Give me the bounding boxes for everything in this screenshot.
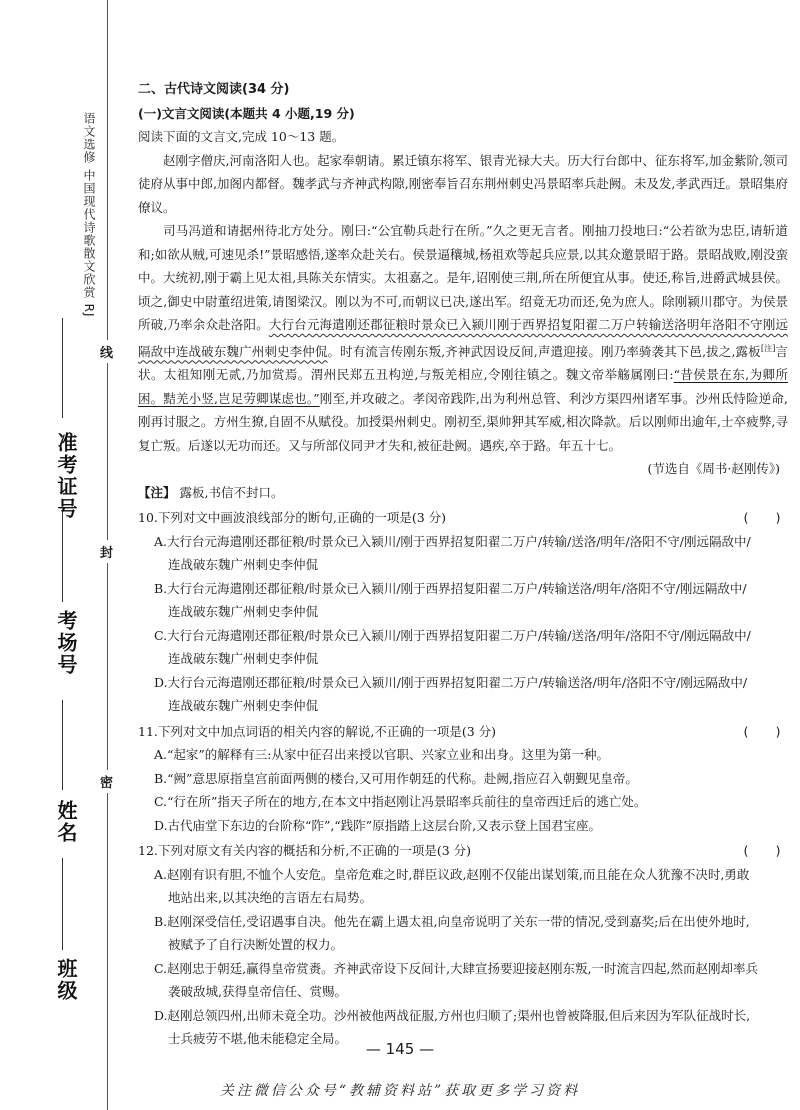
section-title: 二、古代诗文阅读(34 分)	[138, 82, 290, 97]
option-line: A.大行台元海遣刚还郡征粮/时景众已入颍川/刚于西界招复阳翟二万户/转输/送洛/明年/洛阳不守/刚远隔敌中/	[154, 533, 751, 549]
option-line: 连战破东魏广州刺史李仲侃	[168, 604, 319, 620]
book-title-vertical: 语文选修 中国现代诗歌散文欣赏 RJ	[82, 112, 96, 318]
passage-paragraph-1: 赵刚字僧庆,河南洛阳人也。起家奉朝请。累迁镇东将军、银青光禄大夫。历大行台郎中、征东将军,加金紫阶,领司徒府从事中郎,加阁内都督。魏孝武与齐神武构隙,刚密奉旨召东荆州刺史冯景昭率兵赴阙。未及发,孝武西迁。景昭集府僚议。	[138, 152, 788, 215]
option-a[interactable]	[138, 530, 788, 577]
option-line: D.赵刚总领四州,出师未竟全功。沙州被他两战征服,方州也归顺了;渠州也曾被降服,但后来因为军队征战时长,	[154, 1007, 751, 1023]
seal-mark-seal: 封	[100, 540, 113, 563]
option-d[interactable]	[138, 671, 788, 718]
question-stem: 11.下列对文中加点词语的相关内容的解说,不正确的一项是(3 分)	[138, 723, 497, 739]
wavy-underlined-text: 大行台元海遣刚还郡征粮时景众已入颍川刚于西界招复阳翟二万户转输送洛明年洛阳不守刚远隔敌中连战破东魏广州刺史李仲侃	[138, 317, 788, 359]
passage-text: 言状。太祖知刚无贰,乃加赏焉。渭州民郑五丑构逆,与叛羌相应,令刚往镇之。魏文帝举觞属刚曰:	[138, 343, 788, 383]
seal-mark-secret: 密	[100, 770, 113, 793]
field-label-class: 班级	[54, 958, 78, 1002]
option-line: 连战破东魏广州刺史李仲侃	[168, 651, 319, 667]
note-marker: [注]	[760, 343, 776, 353]
option-line: B.赵刚深受信任,受诏遇事自决。他先在霸上遇太祖,向皇帝说明了关东一带的情况,受到嘉奖;后在出使外地时,	[154, 913, 750, 929]
option-line: 地站出来,以其决绝的言语左右局势。	[168, 890, 372, 906]
option-b[interactable]	[138, 577, 788, 624]
subsection-title: (一)文言文阅读(本题共 4 小题,19 分)	[138, 105, 355, 121]
option-c[interactable]	[138, 790, 788, 814]
room-blank[interactable]	[62, 512, 63, 602]
field-label-exam-id: 准考证号	[54, 432, 78, 520]
question-11	[138, 720, 788, 838]
question-stem: 10.下列对文中画波浪线部分的断句,正确的一项是(3 分)	[138, 510, 447, 526]
note-text: 露板,书信不封口。	[179, 484, 284, 500]
option-line: A.赵刚有识有胆,不恤个人安危。皇帝危难之时,群臣议政,赵刚不仅能出谋划策,而且能在众人犹豫不决时,勇敢	[154, 866, 750, 882]
footer-promo-note: 关注微信公众号“教辅资料站”获取更多学习资料	[219, 1083, 581, 1099]
option-line: 连战破东魏广州刺史李仲侃	[168, 557, 319, 573]
option-line: B.大行台元海遣刚还郡征粮/时景众已入颍川/刚于西界招复阳翟二万户/转输送洛/明年/洛阳不守/刚远隔敌中/	[154, 580, 747, 596]
option-b[interactable]	[138, 767, 788, 791]
option-d[interactable]	[138, 814, 788, 838]
instruction: 阅读下面的文言文,完成 10～13 题。	[138, 129, 345, 144]
passage-text: 司马冯道和请据州待北方处分。刚曰:“公宜勒兵赴行在所。”久之更无言者。刚抽刀投地曰:“公若欲为忠臣,请斩道和;如欲从贼,可速见杀!”景昭感悟,遂率众赴关右。侯景逼穰城,杨祖欢等起兵应景,以其众邀景昭于路。景昭战败,刚没蛮中。大统初,刚于霸上见太祖,具陈关东情实。太祖嘉之。是年,诏刚使三荆,所在所便宜从事。使还,称旨,进爵武城县侯。顷之,御史中尉董绍进策,请图梁汉。刚以为不可,而朝议已决,遂出军。绍竟无功而还,免为庶人。除刚颍川郡守。为侯景所破,乃率余众赴洛阳。	[138, 223, 788, 332]
option-b[interactable]	[138, 910, 788, 957]
passage-source: (节选自《周书·赵刚传》)	[647, 461, 780, 477]
class-blank[interactable]	[62, 858, 63, 950]
passage-text: 。时有流言传刚东叛,齐神武因设反间,声遣迎接。刚乃率骑袭其下邑,拔之,露板	[327, 343, 761, 359]
option-line: D.古代庙堂下东边的台阶称“阼”,“践阼”原指踏上这层台阶,又表示登上国君宝座。	[154, 817, 602, 833]
option-a[interactable]	[138, 863, 788, 910]
option-line: 连战破东魏广州刺史李仲侃	[168, 698, 319, 714]
option-line: 被赋予了自行决断处置的权力。	[168, 937, 344, 953]
page-number: — 145 —	[365, 1040, 435, 1058]
field-label-room: 考场号	[54, 610, 78, 676]
answer-paren[interactable]: ( )	[741, 723, 782, 739]
answer-paren[interactable]: ( )	[741, 843, 782, 859]
seal-mark-line: 线	[100, 340, 113, 363]
option-line: D.大行台元海遣刚还郡征粮/时景众已入颍川/刚于西界招复阳翟二万户/转输送洛/明年/洛阳不守/刚远隔敌中/	[154, 674, 748, 690]
underlined-quote: “昔侯景在东,为卿所困。黠羌小竖,岂足劳卿谋虑也。”	[138, 367, 788, 406]
option-line: C.大行台元海遣刚还郡征粮/时景众已入颍川/刚于西界招复阳翟二万户/转输/送洛/明年/洛阳不守/刚远隔敌中/	[154, 627, 751, 643]
option-line: B.“阙”意思原指皇宫前面两侧的楼台,又可用作朝廷的代称。赴阙,指应召入朝觐见皇帝。	[154, 770, 638, 786]
option-line: C.赵刚忠于朝廷,赢得皇帝赏赉。齐神武帝设下反间计,大肆宣扬要迎接赵刚东叛,一时流言四起,然而赵刚却率兵	[154, 960, 758, 976]
field-label-name: 姓名	[54, 800, 78, 844]
passage-text: 刚至,并攻破之。孝闵帝践阼,出为利州总管、利沙方渠四州诸军事。沙州氐恃险逆命,刚再讨服之。方州生獠,自固不从赋役。加授渠州刺史。刚初至,渠帅狎其军威,相次降款。后以刚师出逾年,士卒疲弊,寻复亡叛。后遂以无功而还。又与所部仪同尹才失和,被征赴阙。遇疾,卒于路。年五十七。	[138, 390, 788, 453]
option-c[interactable]	[138, 624, 788, 671]
note-label: 【注】	[138, 484, 176, 500]
option-line: 士兵疲劳不堪,他未能稳定全局。	[168, 1031, 347, 1047]
option-line: A.“起家”的解释有三:从家中征召出来授以官职、兴家立业和出身。这里为第一种。	[154, 747, 609, 763]
option-c[interactable]	[138, 957, 788, 1004]
exam-content	[138, 78, 788, 1051]
note-row	[138, 481, 788, 505]
answer-paren[interactable]: ( )	[741, 510, 782, 526]
exam-id-blank[interactable]	[62, 318, 63, 418]
question-12	[138, 839, 788, 1051]
name-blank[interactable]	[62, 700, 63, 790]
question-10	[138, 506, 788, 718]
option-a[interactable]	[138, 743, 788, 767]
option-line: C.“行在所”指天子所在的地方,在本文中指赵刚让冯景昭率兵前往的皇帝西迁后的逃亡处。	[154, 794, 647, 810]
option-line: 袭破敌城,获得皇帝信任、赏赐。	[168, 984, 347, 1000]
question-stem: 12.下列对原文有关内容的概括和分析,不正确的一项是(3 分)	[138, 843, 472, 859]
passage-paragraph-2	[138, 219, 788, 457]
